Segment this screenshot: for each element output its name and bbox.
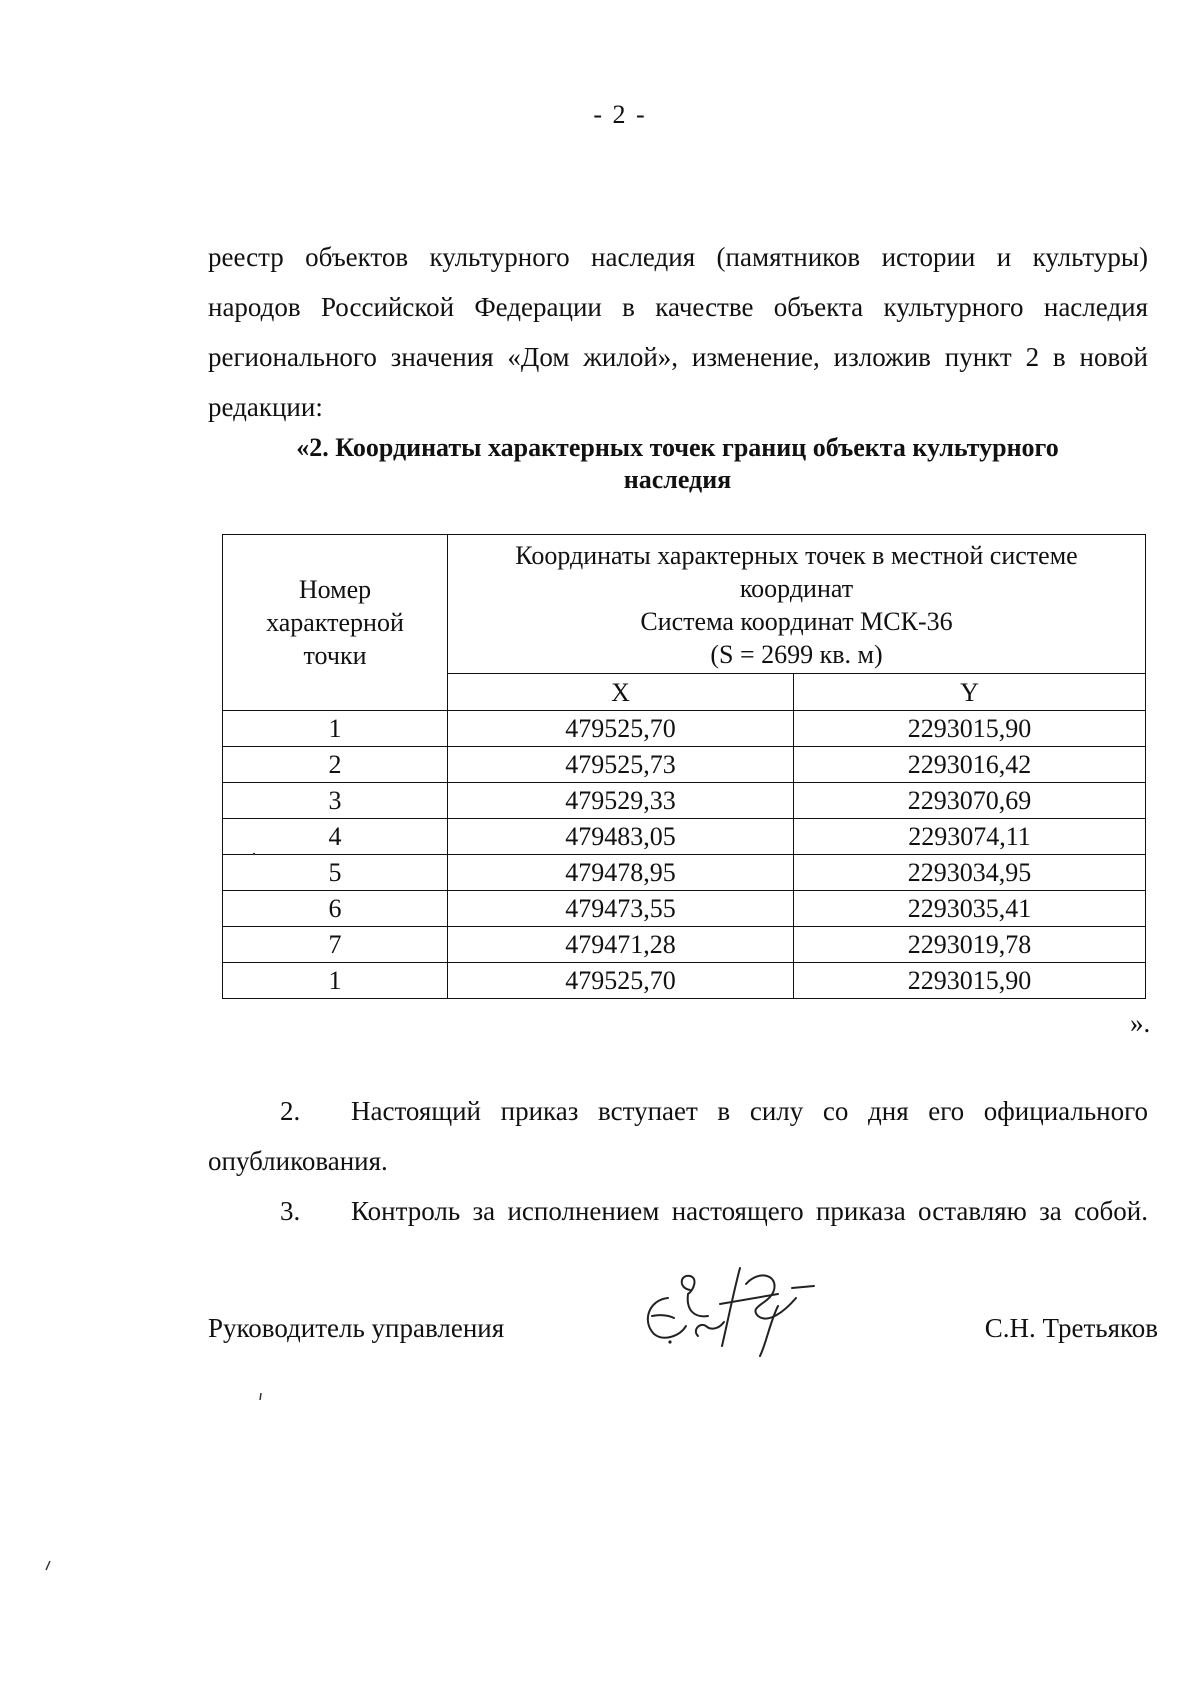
- closing-quote: ».: [1130, 1008, 1151, 1038]
- intro-line: регионального значения «Дом жилой», изменение, изложив пункт 2 в новой: [208, 342, 1148, 372]
- point-number-cell: 4: [223, 819, 448, 855]
- y-coordinate-cell: 2293070,69: [794, 783, 1146, 819]
- item-text: Настоящий приказ вступает в силу со дня его официального: [351, 1096, 1148, 1126]
- intro-line: народов Российской Федерации в качестве объекта культурного наследия: [208, 292, 1148, 322]
- header-line: координат: [739, 574, 854, 603]
- section-heading: [200, 432, 1155, 496]
- point-number-cell: 3: [223, 783, 448, 819]
- scan-speck: [44, 1560, 52, 1572]
- header-line: точки: [303, 641, 367, 670]
- page-number: - 2 -: [593, 100, 647, 129]
- y-coordinate-cell: 2293019,78: [794, 927, 1146, 963]
- table-row: [223, 963, 1146, 999]
- point-number-header: [223, 535, 448, 711]
- x-coordinate-cell: 479529,33: [448, 783, 794, 819]
- scan-speck: [252, 852, 256, 856]
- signatory-position: Руководитель управления: [208, 1313, 505, 1343]
- header-line: Номер: [298, 575, 372, 604]
- handwritten-signature: [628, 1260, 828, 1360]
- item-number: 2.: [280, 1096, 301, 1126]
- x-coordinate-cell: 479525,70: [448, 963, 794, 999]
- x-coordinate-cell: 479473,55: [448, 891, 794, 927]
- table-row: [223, 855, 1146, 891]
- y-coordinate-cell: 2293074,11: [794, 819, 1146, 855]
- point-number-cell: 1: [223, 963, 448, 999]
- header-line: (S = 2699 кв. м): [710, 640, 883, 669]
- heading-line: наследия: [623, 465, 732, 494]
- intro-line: редакции:: [208, 392, 323, 422]
- point-number-cell: 6: [223, 891, 448, 927]
- header-line: характерной: [266, 608, 404, 637]
- item-3: [208, 1186, 1148, 1236]
- table-row: [223, 747, 1146, 783]
- y-coordinate-cell: 2293015,90: [794, 711, 1146, 747]
- item-text: Контроль за исполнением настоящего приказа оставляю за собой.: [351, 1196, 1148, 1226]
- signatory-name: С.Н. Третьяков: [984, 1313, 1158, 1343]
- scan-speck: [258, 1392, 264, 1402]
- y-header: Y: [794, 674, 1146, 711]
- y-coordinate-cell: 2293015,90: [794, 963, 1146, 999]
- point-number-cell: 5: [223, 855, 448, 891]
- y-coordinate-cell: 2293016,42: [794, 747, 1146, 783]
- intro-line: реестр объектов культурного наследия (памятников истории и культуры): [208, 242, 1148, 272]
- table-row: [223, 927, 1146, 963]
- point-number-cell: 7: [223, 927, 448, 963]
- x-coordinate-cell: 479478,95: [448, 855, 794, 891]
- coordinates-table: [222, 534, 1146, 999]
- signature-dot: [668, 1340, 671, 1343]
- intro-paragraph: [208, 232, 1148, 432]
- header-line: Координаты характерных точек в местной системе: [515, 541, 1078, 570]
- table-row: [223, 819, 1146, 855]
- x-coordinate-cell: 479525,73: [448, 747, 794, 783]
- item-number: 3.: [280, 1196, 301, 1226]
- point-number-cell: 2: [223, 747, 448, 783]
- header-line: Система координат МСК-36: [640, 607, 953, 636]
- table-row: [223, 891, 1146, 927]
- item-text-continuation: опубликования.: [208, 1146, 388, 1176]
- table-row: [223, 711, 1146, 747]
- table-row: [223, 783, 1146, 819]
- x-coordinate-cell: 479471,28: [448, 927, 794, 963]
- coordinates-header: [448, 535, 1146, 674]
- x-coordinate-cell: 479525,70: [448, 711, 794, 747]
- item-2: [208, 1086, 1148, 1186]
- heading-line: «2. Координаты характерных точек границ объекта культурного: [296, 433, 1059, 462]
- x-coordinate-cell: 479483,05: [448, 819, 794, 855]
- y-coordinate-cell: 2293034,95: [794, 855, 1146, 891]
- y-coordinate-cell: 2293035,41: [794, 891, 1146, 927]
- point-number-cell: 1: [223, 711, 448, 747]
- x-header: X: [448, 674, 794, 711]
